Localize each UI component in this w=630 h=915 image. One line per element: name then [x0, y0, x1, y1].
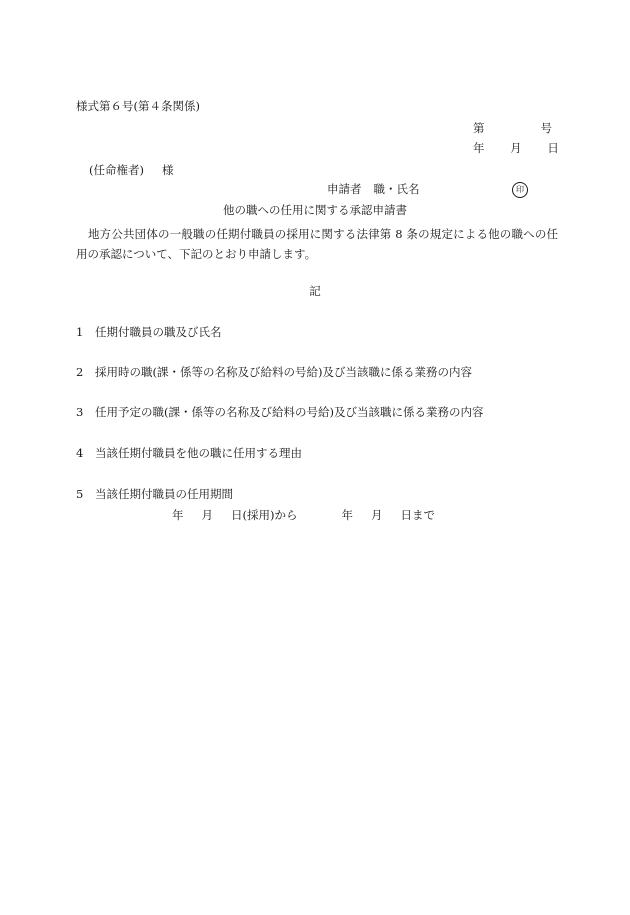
applicant-line [327, 184, 420, 196]
item-text: 任期付職員の職及び氏名 [95, 325, 222, 339]
date-month: 月 [510, 141, 522, 155]
document-number-suffix: 号 [540, 121, 552, 135]
document-number-prefix: 第 [473, 121, 485, 135]
item-2 [76, 367, 472, 379]
ki-heading: 記 [309, 284, 321, 298]
form-number: 様式第６号(第４条関係) [76, 99, 200, 113]
item-1 [76, 327, 222, 339]
document-number-line [473, 123, 552, 135]
period-start-day: 日(採用)から [231, 508, 298, 522]
body-text: 地方公共団体の一般職の任期付職員の採用に関する法律第 8 条の規定による他の職への任用の承認について、下記のとおり申請します。 [76, 227, 558, 261]
item-text: 当該任期付職員を他の職に任用する理由 [95, 446, 302, 460]
document-title: 他の職への任用に関する承認申請書 [223, 203, 407, 217]
item-number: 4 [76, 446, 84, 460]
period-start-month: 月 [201, 508, 213, 522]
item-number: 5 [76, 487, 84, 501]
item-3 [76, 407, 483, 419]
date-day: 日 [547, 141, 559, 155]
period-end-month: 月 [370, 508, 383, 522]
addressee-honorific: 様 [161, 163, 174, 177]
item-text: 任用予定の職(課・係等の名称及び給料の号給)及び当該職に係る業務の内容 [95, 405, 484, 419]
applicant-label: 申請者 [327, 182, 362, 196]
addressee [89, 165, 173, 177]
addressee-label: (任命権者) [89, 163, 144, 177]
period-end-day: 日まで [400, 508, 435, 522]
item-5 [76, 489, 233, 501]
item-number: 3 [76, 405, 84, 419]
date-line [473, 143, 559, 155]
applicant-field: 職・氏名 [373, 182, 420, 196]
date-year: 年 [473, 141, 485, 155]
item-number: 1 [76, 325, 84, 339]
item-text: 採用時の職(課・係等の名称及び給料の号給)及び当該職に係る業務の内容 [95, 365, 472, 379]
seal-icon: 印 [512, 182, 528, 198]
item-number: 2 [76, 365, 84, 379]
period-line [172, 510, 435, 522]
period-start-year: 年 [172, 508, 184, 522]
item-4 [76, 448, 302, 460]
period-end-year: 年 [341, 508, 353, 522]
item-text: 当該任期付職員の任用期間 [95, 487, 233, 501]
